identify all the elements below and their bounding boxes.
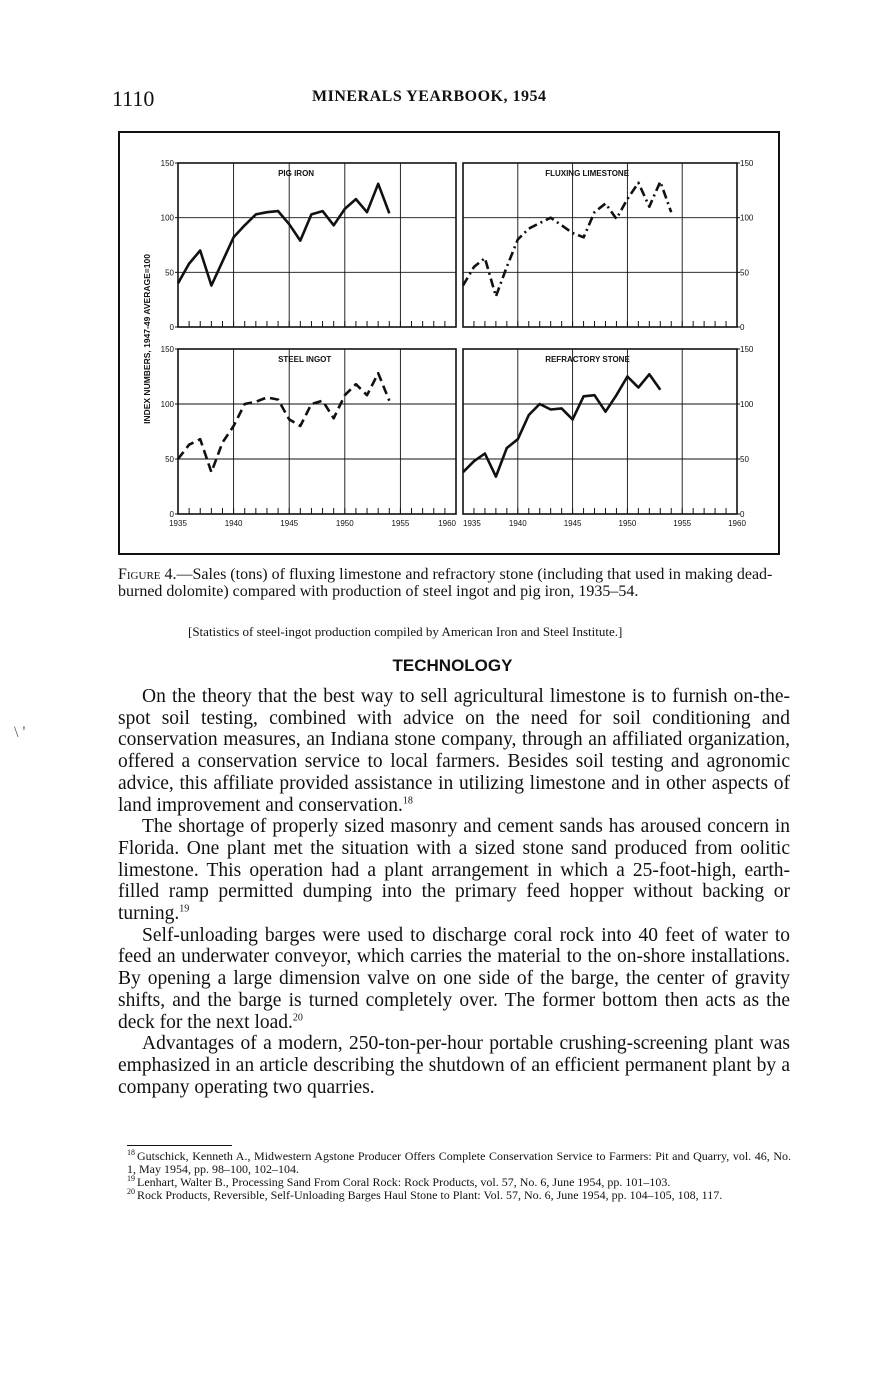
panel-title: STEEL INGOT [278, 355, 332, 364]
panel-frame [178, 349, 456, 514]
series-line [463, 182, 671, 297]
series-line [178, 184, 389, 286]
panel-title: PIG IRON [278, 169, 315, 178]
footnote: $^{18}$ Gutschick, Kenneth A., Midwestern Agstone Producer Offers Complete Conservation Service to Farmers: Pit and Quarry, vol. 46, No. 1, May 1954, pp. 98–100, 102–104. [127, 1148, 791, 1176]
x-tick-label: 1950 [618, 519, 637, 528]
y-tick-label: 150 [160, 345, 174, 354]
panel-frame [463, 163, 737, 327]
paragraph: On the theory that the best way to sell agricultural limestone is to furnish on-the-spot soil testing, combined with advice on the need for soil conditioning and conservation measures, an Indiana stone company, through an affiliated organization, offered a conservation service to local farmers. Besides soil testing and agronomic advice, this affiliate provided assistance in utilizing limestone and in other aspects of land improvement and conservation.$^{18}$ [118, 686, 790, 816]
y-tick-label: 150 [740, 159, 754, 168]
margin-mark: \ ' [14, 724, 26, 741]
x-tick-label: 1940 [224, 519, 243, 528]
paragraph: The shortage of properly sized masonry and cement sands has aroused concern in Florida. One plant met the situation with a sized stone sand produced from oolitic limestone. This operation had a plant arrangement in which a 25-foot-high, earth-filled ramp permitted dumping into the primary feed hopper without backing or turning.$^{19}$ [118, 816, 790, 925]
y-tick-label: 50 [740, 455, 749, 464]
x-tick-label: 1960 [438, 519, 456, 528]
footnotes [127, 1150, 791, 1202]
y-tick-label: 150 [740, 345, 754, 354]
x-tick-label: 1945 [563, 519, 582, 528]
x-tick-label: 1950 [335, 519, 354, 528]
body-text [118, 686, 790, 1098]
y-axis-label: INDEX NUMBERS, 1947-49 AVERAGE=100 [142, 254, 152, 424]
y-tick-label: 0 [169, 510, 174, 519]
panel-title: REFRACTORY STONE [545, 355, 630, 364]
paragraph: Advantages of a modern, 250-ton-per-hour portable crushing-screening plant was emphasized in an article describing the shutdown of an efficient permanent plant by a company operating two quarries. [118, 1033, 790, 1098]
panel-frame [463, 349, 737, 514]
series-line [178, 373, 389, 472]
footnote-ref: 20 [292, 1012, 303, 1024]
x-tick-label: 1960 [728, 519, 746, 528]
x-tick-label: 1955 [673, 519, 692, 528]
figure-caption [118, 566, 788, 600]
y-tick-label: 0 [740, 323, 745, 332]
figure-4-chart [118, 131, 780, 555]
caption-source-note: [Statistics of steel-ingot production compiled by American Iron and Steel Institute.] [188, 624, 623, 639]
section-title: TECHNOLOGY [392, 656, 513, 675]
x-tick-label: 1935 [169, 519, 187, 528]
y-tick-label: 100 [740, 213, 754, 223]
y-tick-label: 50 [740, 268, 749, 278]
running-title: MINERALS YEARBOOK, 1954 [312, 88, 547, 105]
x-tick-label: 1940 [508, 519, 527, 528]
y-tick-label: 100 [160, 213, 174, 223]
footnote: $^{20}$ Rock Products, Reversible, Self-Unloading Barges Haul Stone to Plant: Vol. 57, No. 6, June 1954, pp. 104–105, 108, 117. [127, 1187, 723, 1202]
y-tick-label: 100 [740, 400, 754, 409]
page-number: 1110 [112, 86, 155, 111]
footnote: $^{19}$ Lenhart, Walter B., Processing Sand From Coral Rock: Rock Products, vol. 57, No. 6, June 1954, pp. 101–103. [127, 1174, 671, 1189]
paragraph: Self-unloading barges were used to discharge coral rock into 40 feet of water to feed an underwater conveyor, which carries the material to the on-shore installations. By opening a large dimension valve on one side of the barge, the center of gravity shifts, and the barge is turned completely over. The former bottom then acts as the deck for the next load.$^{20}$ [118, 924, 790, 1033]
series-line [463, 374, 660, 476]
y-tick-label: 0 [169, 323, 174, 332]
y-tick-label: 50 [165, 455, 174, 464]
y-tick-label: 50 [165, 268, 174, 278]
panel-title: FLUXING LIMESTONE [545, 169, 630, 178]
x-tick-label: 1935 [463, 519, 481, 528]
y-tick-label: 100 [160, 400, 174, 409]
x-tick-label: 1945 [280, 519, 299, 528]
caption-text: —Sales (tons) of fluxing limestone and refractory stone (including that used in making dead-burned dolomite) compared with production of steel ingot and pig iron, 1935–54. [118, 566, 773, 600]
y-tick-label: 0 [740, 510, 745, 519]
footnote-ref: 19 [179, 903, 190, 915]
y-tick-label: 150 [160, 159, 174, 168]
footnote-ref: 18 [402, 795, 413, 807]
caption-label: Figure 4. [118, 566, 177, 583]
x-tick-label: 1955 [391, 519, 410, 528]
footnote-rule [127, 1145, 232, 1146]
panel-frame [178, 163, 456, 327]
